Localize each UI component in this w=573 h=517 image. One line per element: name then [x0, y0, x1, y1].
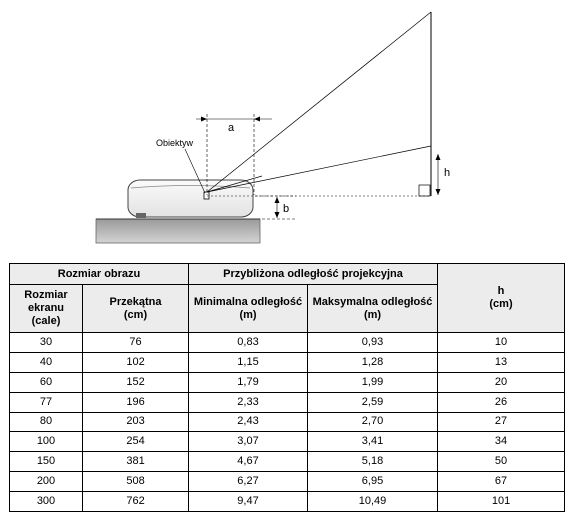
cell-diagonal: 102 — [83, 352, 189, 372]
header-diagonal — [83, 285, 189, 333]
header-max-distance — [308, 285, 438, 333]
header-min-distance — [189, 285, 308, 333]
cell-min-distance: 1,79 — [189, 372, 308, 392]
header-text: ekranu — [27, 302, 65, 314]
header-screen-size — [10, 285, 83, 333]
cell-h: 34 — [438, 432, 565, 452]
cell-screen-size: 300 — [10, 492, 83, 512]
projection-rays — [207, 12, 431, 192]
table-row — [10, 432, 565, 452]
label-a: a — [228, 122, 235, 134]
cell-max-distance: 5,18 — [308, 452, 438, 472]
dimension-b — [255, 196, 296, 219]
header-distance: Przybliżona odległość projekcyjna — [189, 264, 438, 285]
label-b: b — [283, 203, 290, 215]
cell-max-distance: 2,70 — [308, 412, 438, 432]
table-row — [10, 392, 565, 412]
cell-min-distance: 4,67 — [189, 452, 308, 472]
cell-max-distance: 10,49 — [308, 492, 438, 512]
cell-screen-size: 80 — [10, 412, 83, 432]
cell-min-distance: 2,33 — [189, 392, 308, 412]
header-text: Przekątna — [109, 295, 162, 308]
header-h-label: h — [497, 285, 505, 297]
cell-screen-size: 200 — [10, 472, 83, 492]
label-h: h — [444, 167, 451, 179]
projector — [128, 180, 253, 218]
cell-h: 20 — [438, 372, 565, 392]
cell-h: 67 — [438, 472, 565, 492]
cell-diagonal: 196 — [83, 392, 189, 412]
table-row — [10, 452, 565, 472]
cell-h: 50 — [438, 452, 565, 472]
cell-max-distance: 0,93 — [308, 333, 438, 353]
table-row — [10, 412, 565, 432]
cell-max-distance: 2,59 — [308, 392, 438, 412]
cell-diagonal: 762 — [83, 492, 189, 512]
cell-min-distance: 9,47 — [189, 492, 308, 512]
dimension-h — [436, 154, 451, 195]
cell-min-distance: 1,15 — [189, 352, 308, 372]
header-text: (m) — [239, 308, 257, 321]
cell-h: 13 — [438, 352, 565, 372]
cell-min-distance: 3,07 — [189, 432, 308, 452]
cell-h: 27 — [438, 412, 565, 432]
cell-diagonal: 508 — [83, 472, 189, 492]
cell-min-distance: 6,27 — [189, 472, 308, 492]
cell-h: 10 — [438, 333, 565, 353]
cell-diagonal: 152 — [83, 372, 189, 392]
header-text: (cm) — [123, 308, 148, 321]
cell-diagonal: 76 — [83, 333, 189, 353]
table-row — [10, 492, 565, 512]
header-text: Minimalna odległość — [193, 295, 303, 308]
header-text: Rozmiar — [24, 289, 68, 301]
header-text: Maksymalna odległość — [312, 295, 433, 308]
lens-label: Obiektyw — [156, 138, 194, 148]
cell-screen-size: 77 — [10, 392, 83, 412]
cell-screen-size: 60 — [10, 372, 83, 392]
header-image-size: Rozmiar obrazu — [10, 264, 189, 285]
cell-min-distance: 0,83 — [189, 333, 308, 353]
table-row — [10, 352, 565, 372]
cell-min-distance: 2,43 — [189, 412, 308, 432]
header-h — [438, 264, 565, 333]
table-row — [10, 333, 565, 353]
cell-max-distance: 1,28 — [308, 352, 438, 372]
cell-screen-size: 100 — [10, 432, 83, 452]
header-text: (cale) — [31, 315, 61, 327]
cell-screen-size: 40 — [10, 352, 83, 372]
table-stand — [96, 219, 260, 243]
cell-screen-size: 150 — [10, 452, 83, 472]
header-text: (m) — [363, 308, 382, 321]
cell-h: 26 — [438, 392, 565, 412]
cell-diagonal: 381 — [83, 452, 189, 472]
header-h-unit: (cm) — [489, 298, 513, 310]
cell-diagonal: 254 — [83, 432, 189, 452]
projection-distance-table — [9, 263, 565, 512]
table-row — [10, 472, 565, 492]
cell-max-distance: 6,95 — [308, 472, 438, 492]
cell-max-distance: 1,99 — [308, 372, 438, 392]
cell-diagonal: 203 — [83, 412, 189, 432]
cell-screen-size: 30 — [10, 333, 83, 353]
table-row — [10, 372, 565, 392]
cell-h: 101 — [438, 492, 565, 512]
cell-max-distance: 3,41 — [308, 432, 438, 452]
